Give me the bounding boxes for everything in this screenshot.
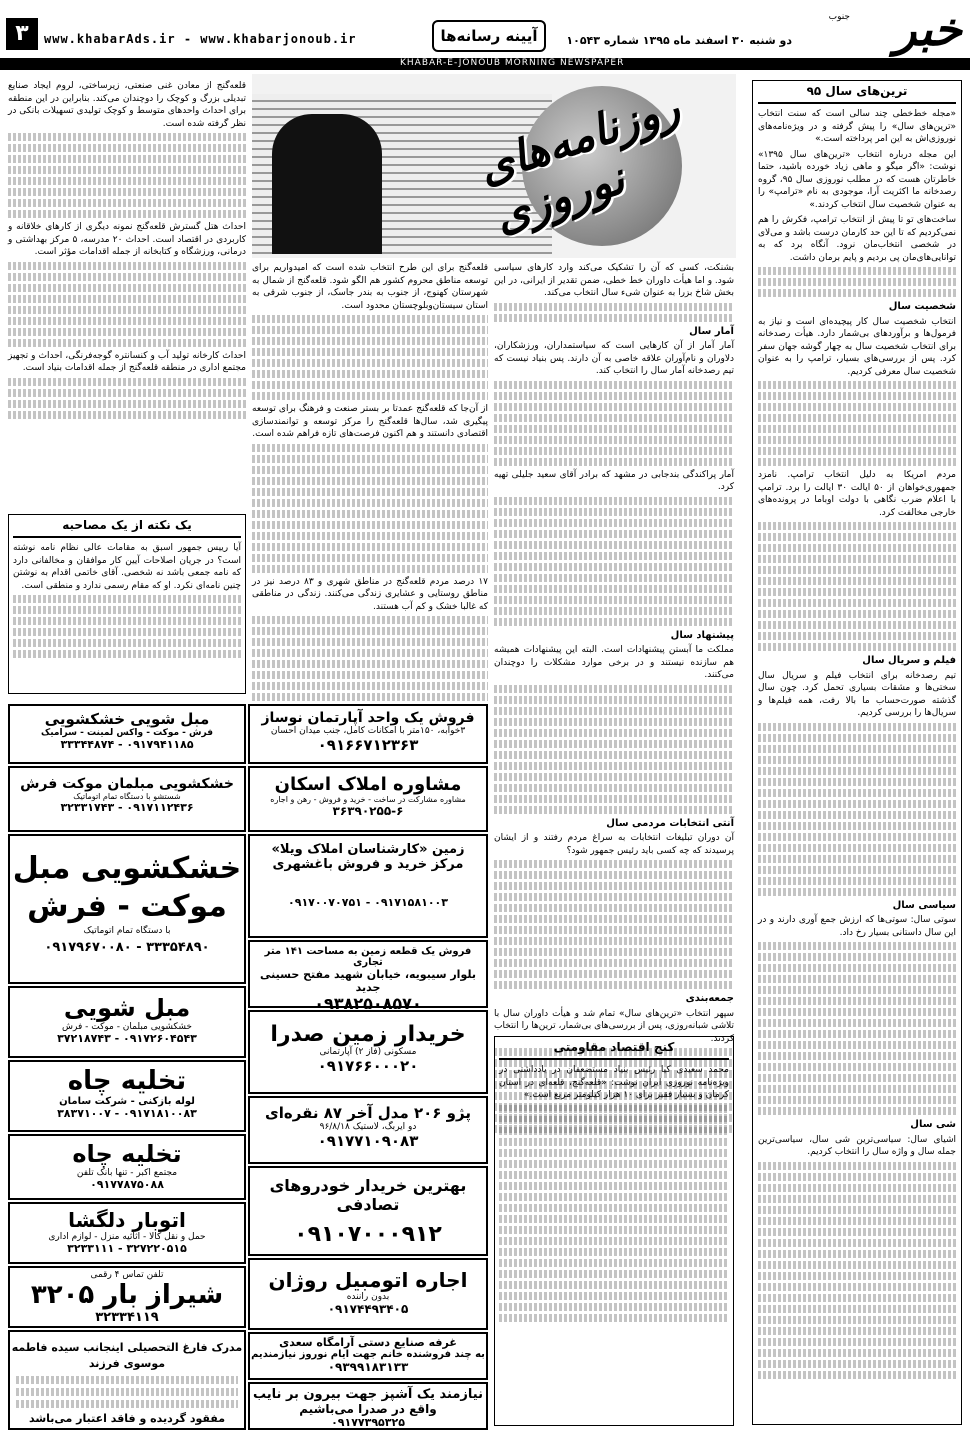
logo-subtext: جنوب — [828, 12, 850, 22]
website-link[interactable]: www.khabarAds.ir - www.khabarjonoub.ir — [44, 32, 357, 46]
newspaper-logo — [802, 2, 962, 56]
box-title: یک نکته از یک مصاحبه — [13, 515, 241, 538]
article-title: ترین‌های سال ۹۵ — [758, 81, 956, 104]
ad-saadi-crafts[interactable]: غرفه صنایع دستی آرامگاه سعدی به چند فروشنده خانم جهت ایام نوروز نیازمندیم ۰۹۳۹۹۱۸۳۱۳۳ — [248, 1332, 488, 1380]
subheading: فیلم و سریال سال — [862, 655, 956, 666]
ad-land-sale[interactable]: فروش یک قطعه زمین به مساحت ۱۴۱ متر تجاری بلوار سیبویه، خیابان شهید مفتح حسینی جدید ۰۹۳۸۲۵۰۸۵۷۰ — [248, 940, 488, 1008]
ad-well-drain-saman[interactable]: تخلیه چاه لوله بازکنی - شرکت سامان ۰۹۱۷۱۸۱۰۰۸۳ - ۳۸۳۷۱۰۰۷ — [8, 1060, 246, 1132]
strip-text: KHABAR-E-JONOUB MORNING NEWSPAPER — [400, 58, 625, 68]
ad-dry-cleaning-big[interactable]: خشکشویی مبل موکت - فرش با دستگاه تمام اتوماتیک ۳۳۳۵۴۸۹۰ - ۰۹۱۷۹۶۷۰۰۸۰ — [8, 834, 246, 984]
ad-peugeot-sale[interactable]: پژو ۲۰۶ مدل آخر ۸۷ نقره‌ای دو ایربگ، لاستیک ۹۶/۸/۱۸ ۰۹۱۷۷۱۰۹۰۸۳ — [248, 1096, 488, 1164]
article-paragraph: سوتی سال: سوتی‌ها که ارزش جمع آوری دارند و در این سال داستانی بسیار رخ داد. — [758, 915, 956, 938]
reader-silhouette — [272, 114, 382, 254]
page-number: ۳ — [6, 18, 38, 50]
date-line: دو شنبه ۳۰ اسفند ماه ۱۳۹۵ شماره ۱۰۵۴۳ — [566, 34, 792, 47]
article-paragraph: از آن‌جا که قلعه‌گنج عمدتا بر بستر صنعت و فرهنگ برای توسعه پیگیری شد، سال‌ها قلعه‌گنج را مرکز توسعه و توانمندسازی اقتصادی دانستند و هم اکنون فرصت‌های تازه فراهم شده است. — [252, 404, 488, 439]
article-paragraph: مردم امریکا به دلیل انتخاب ترامپ. نامزد جمهوری‌خواهان از ۵۰ ایالت ۳۰ ایالت را برد. ترامپ با اعلام ضرب نگاهی با دولت اوباما در پرونده‌های خارجی مخالفت کرد. — [758, 470, 956, 518]
ad-shiraz-bar[interactable]: تلفن تماس ۴ رقمی شیراز بار ۳۲۰۵ ۳۲۳۳۴۱۱۹ — [8, 1266, 246, 1328]
left-column-article — [8, 80, 246, 510]
economy-box — [494, 1036, 734, 1426]
box-title: کنج اقتصاد مقاومتی — [499, 1037, 729, 1060]
ad-chef-wanted[interactable]: نیازمند یک آشپز جهت بیرون بر نایب واقع در صدرا می‌باشیم ۰۹۱۷۷۳۹۵۳۲۵ — [248, 1382, 488, 1430]
article-paragraph: قلعه‌گنج از معادن غنی صنعتی، زیرساختی، لروم ایجاد صنایع تبدیلی بزرگ و کوچک را دوچندان می‌کند. بنابراین در این منطقه برای احداث واحدهای متوسط و کوچک تولیدی تسهیلات بانکی در نظر گرفته شده است. — [8, 81, 246, 129]
subheading: جمعه‌بندی — [685, 993, 734, 1004]
subheading: آنتی انتخابات مردمی سال — [606, 817, 734, 829]
article-paragraph: مملکت ما آبستن پیشنهادات است. البته این پیشنهادات همیشه هم سازنده نیستند و در برخی موارد مشکلات را دوچندان می‌کنند. — [494, 645, 734, 680]
hero-title: روزنامه‌های نوروزی — [472, 81, 686, 243]
subheading: پیشنهاد سال — [670, 629, 734, 641]
subheading: سیاسی سال — [892, 899, 956, 911]
ad-apartment-sale[interactable]: فروش یک واحد آپارتمان نوساز ۳خوابه، ۱۵۰متر با امکانات کامل، جنب میدان احسان ۰۹۱۶۶۷۱۲۳۶۳ — [248, 704, 488, 764]
article-paragraph: این مجله درباره انتخاب «ترین‌های سال ۱۳۹۵» نوشت: «اگر میگو و ماهی زیاد خورده باشید، حتما خاطرتان هست که در مطلب نوروزی سال ۹۵، گروه رصدخانه ما اکثریت آرا، موجودی به نام «ترامپ» را به عنوان شخصیت سال انتخاب کردند.» — [758, 149, 957, 210]
article-paragraph: ۱۷ درصد مردم قلعه‌گنج در مناطق شهری و ۸۳ درصد نیز در مناطق روستایی و عشایری زندگی می‌کنند. زندگی در مناطقی که غالبا خشک و کم آب هستند. — [252, 576, 488, 612]
article-paragraph: انتخاب شخصیت سال کار پیچیده‌ای است و نیاز به فرمول‌ها و برآوردهای بی‌شمار دارد. هیأت رصدخانه برای انتخاب شخصیت سال به چهار گوشه جهان سفر کرد. پس از بررسی‌های بسیار، ترامپ را به عنوان شخصیت سال معرفی کردیم. — [758, 316, 956, 377]
subheading: شی سال — [910, 1119, 956, 1130]
hero-illustration — [252, 74, 736, 258]
ad-sofa-cleaning[interactable]: مبل شویی خشکشویی مبلمان - موکت - فرش ۰۹۱۷۲۶۰۴۵۴۳ - ۳۷۲۱۸۷۴۳ — [8, 986, 246, 1058]
article-paragraph: آن دوران تبلیغات انتخابات به سراغ مردم رفتند و از ایشان پرسیدند که چه کسی باید رئیس جمهور شود؟ — [494, 833, 734, 856]
ad-carpet-cleaning[interactable]: خشکشویی مبلمان موکت فرش شستشو با دستگاه تمام اتوماتیک ۰۹۱۷۱۱۲۴۳۶ - ۳۲۳۳۱۷۴۳ — [8, 766, 246, 832]
article-paragraph: احداث کارخانه تولید آب و کنسانتره گوجه‌فرنگی، احداث و تجهیز مجتمع اداری در منطقه قلعه‌گنج از جمله اقدامات بنیاد است. — [8, 350, 246, 373]
section-title: آیینه رسانه‌ها — [432, 20, 546, 52]
right-column-article — [752, 80, 962, 1425]
article-paragraph: قلعه‌گنج برای این طرح انتخاب شده است که امیدواریم برای توسعه مناطق محروم کشور هم الگو شود. قلعه‌گنج از شمال به شهرستان کهنوج، از جنوب به بندر جاسک، از جنوب شرقی به استان سیستان‌وبلوچستان محدود است. — [252, 263, 488, 311]
subheading: آمار سال — [689, 325, 734, 337]
ad-lost-diploma[interactable]: مدرک فارغ التحصیلی اینجانب سیده فاطمه موسوی فرزند مفقود گردیده و فاقد اعتبار می‌باشد — [8, 1330, 246, 1430]
header-strip — [0, 58, 970, 70]
article-paragraph: سپهر انتخاب «ترین‌های سال» تمام شد و هیأت داوران سال با تلاشی شبانه‌روزی، پس از بررسی‌های بی‌شمار، ترین‌ها را انتخاب کردند. — [494, 1008, 734, 1044]
article-paragraph: احداث هتل گسترش قلعه‌گنج نمونه دیگری از کارهای خلاقانه و کاربردی در اقتصاد است. احداث ۲۰ مدرسه، ۵ مرکز بهداشتی و درمانی، ورزشگاه و کتابخانه از جمله اقدامات مؤثر است. — [8, 222, 246, 257]
middle-right-column — [494, 262, 734, 1044]
article-paragraph: بشنکت، کسی که آن را تشکیک می‌کند وارد کارهای سیاسی شود. و اما هیأت داوران خط خطی، ضمن تقدیر از ایرانی، در این بخش شاخ بزرا به عنوان شیء سال انتخاب می‌کند. — [494, 263, 734, 298]
article-paragraph: تیم رصدخانه برای انتخاب فیلم و سریال سال سختی‌ها و مشقات بسیاری تحمل کرد. چون سال گذشته صورت‌حساب ما بالا رفت، همه فیلم‌ها و سریال‌ها را بررسی کردیم. — [758, 670, 956, 718]
article-paragraph: آمار پراکندگی بندجابی در مشهد که برادر آقای سعید جلیلی تهیه کرد. — [494, 469, 734, 492]
masthead — [0, 0, 970, 60]
article-paragraph: اشیای سال: سیاسی‌ترین شی سال، سیاسی‌ترین جمله سال و واژه سال را انتخاب کردیم. — [758, 1134, 956, 1157]
subheading: شخصیت سال — [888, 301, 956, 312]
article-paragraph: آمار آمار از آن کارهایی است که سیاستمداران، ورزشکاران، دلاوران و نام‌آوران علاقه خاصی به آن دارند. پس بنیاد نیست که تیم رصدخانه آمار سال را انتخاب کند. — [494, 341, 734, 376]
logo-text: خبر — [894, 2, 962, 56]
ad-moving-delgosha[interactable]: اتوبار دلگشا حمل و نقل کالا - اثاثیه منزل - لوازم اداری ۳۲۷۲۲۰۵۱۵ - ۳۲۳۳۱۱۱ — [8, 1202, 246, 1264]
middle-left-column — [252, 262, 488, 702]
ad-villa-land[interactable]: زمین «کارشناسان املاک ویلا» مرکز خرید و فروش باغشهری ۰۹۱۷۱۵۸۱۰۰۳ - ۰۹۱۷۰۰۷۰۷۵۱ — [248, 834, 488, 938]
article-paragraph: آیا رییس جمهور اسبق به مقامات عالی نظام نامه نوشته است؟ در جریان اصلاحات آیین کار موافقان و مخالفانی دارد که نامه جمعی باشد نه شخصی. آقای خاتمی اقدام به نوشتن چنین نامه‌ای نکرد. او که مقام رسمی ندارد و منطقی است. — [13, 543, 241, 591]
interview-box — [8, 514, 246, 694]
article-paragraph: محمد سعیدی کیا رئیس بنیاد مستضعفان در یادداشتی در ویژه‌نامه نوروزی ایران نوشت: «قلعه‌گنج، قلعه‌ای در استان کرمان و بسیار فقیر برای ۱۰ هزار کیلومتر مربع است.» — [499, 1065, 729, 1100]
ad-car-rental[interactable]: اجاره اتومبیل روژان بدون راننده ۰۹۱۷۴۴۹۳۴۰۵ — [248, 1258, 488, 1330]
ad-sadra-land-buyer[interactable]: خریدار زمین صدرا مسکونی (فاز ۲) آپارتمانی ۰۹۱۷۶۶۰۰۰۲۰ — [248, 1010, 488, 1094]
ad-crashed-car-buyer[interactable]: بهترین خریدار خودروهای تصادفی ۰۹۱۰۷۰۰۰۹۱۲ — [248, 1166, 488, 1256]
article-intro: «مجله خط‌خطی چند سالی است که سنت انتخاب «ترین‌های سال» را پیش گرفته و در ویژه‌نامه‌های نوروزی‌اش به این امر پرداخته است.» — [758, 109, 956, 144]
article-paragraph: ساخت‌های تو تا پیش از انتخاب ترامپ، فکرش را هم نمی‌کردیم که تا این حد کارمان درست باشد و می‌لای در شخصی انتخاب‌مان نرود. آنگاه برد که به توانایی‌های‌مان پی بردیم و پایم برمان داشت. — [758, 215, 956, 263]
ad-well-drain-akbar[interactable]: تخلیه چاه مجتمع اکبر - تنها بانک تلفن ۰۹۱۷۷۸۷۵۰۸۸ — [8, 1134, 246, 1200]
ad-furniture-cleaning[interactable]: مبل شویی خشکشویی فرش - موکت - واکس لمینت - سرامیک ۰۹۱۷۹۴۱۱۸۵ - ۳۳۳۴۴۸۷۴ — [8, 704, 246, 764]
ad-real-estate-eskan[interactable]: مشاوره املاک اسکان مشاوره مشارکت در ساخت - خرید و فروش - رهن و اجاره ۳۶۳۹۰۲۵۵-۶ — [248, 766, 488, 832]
